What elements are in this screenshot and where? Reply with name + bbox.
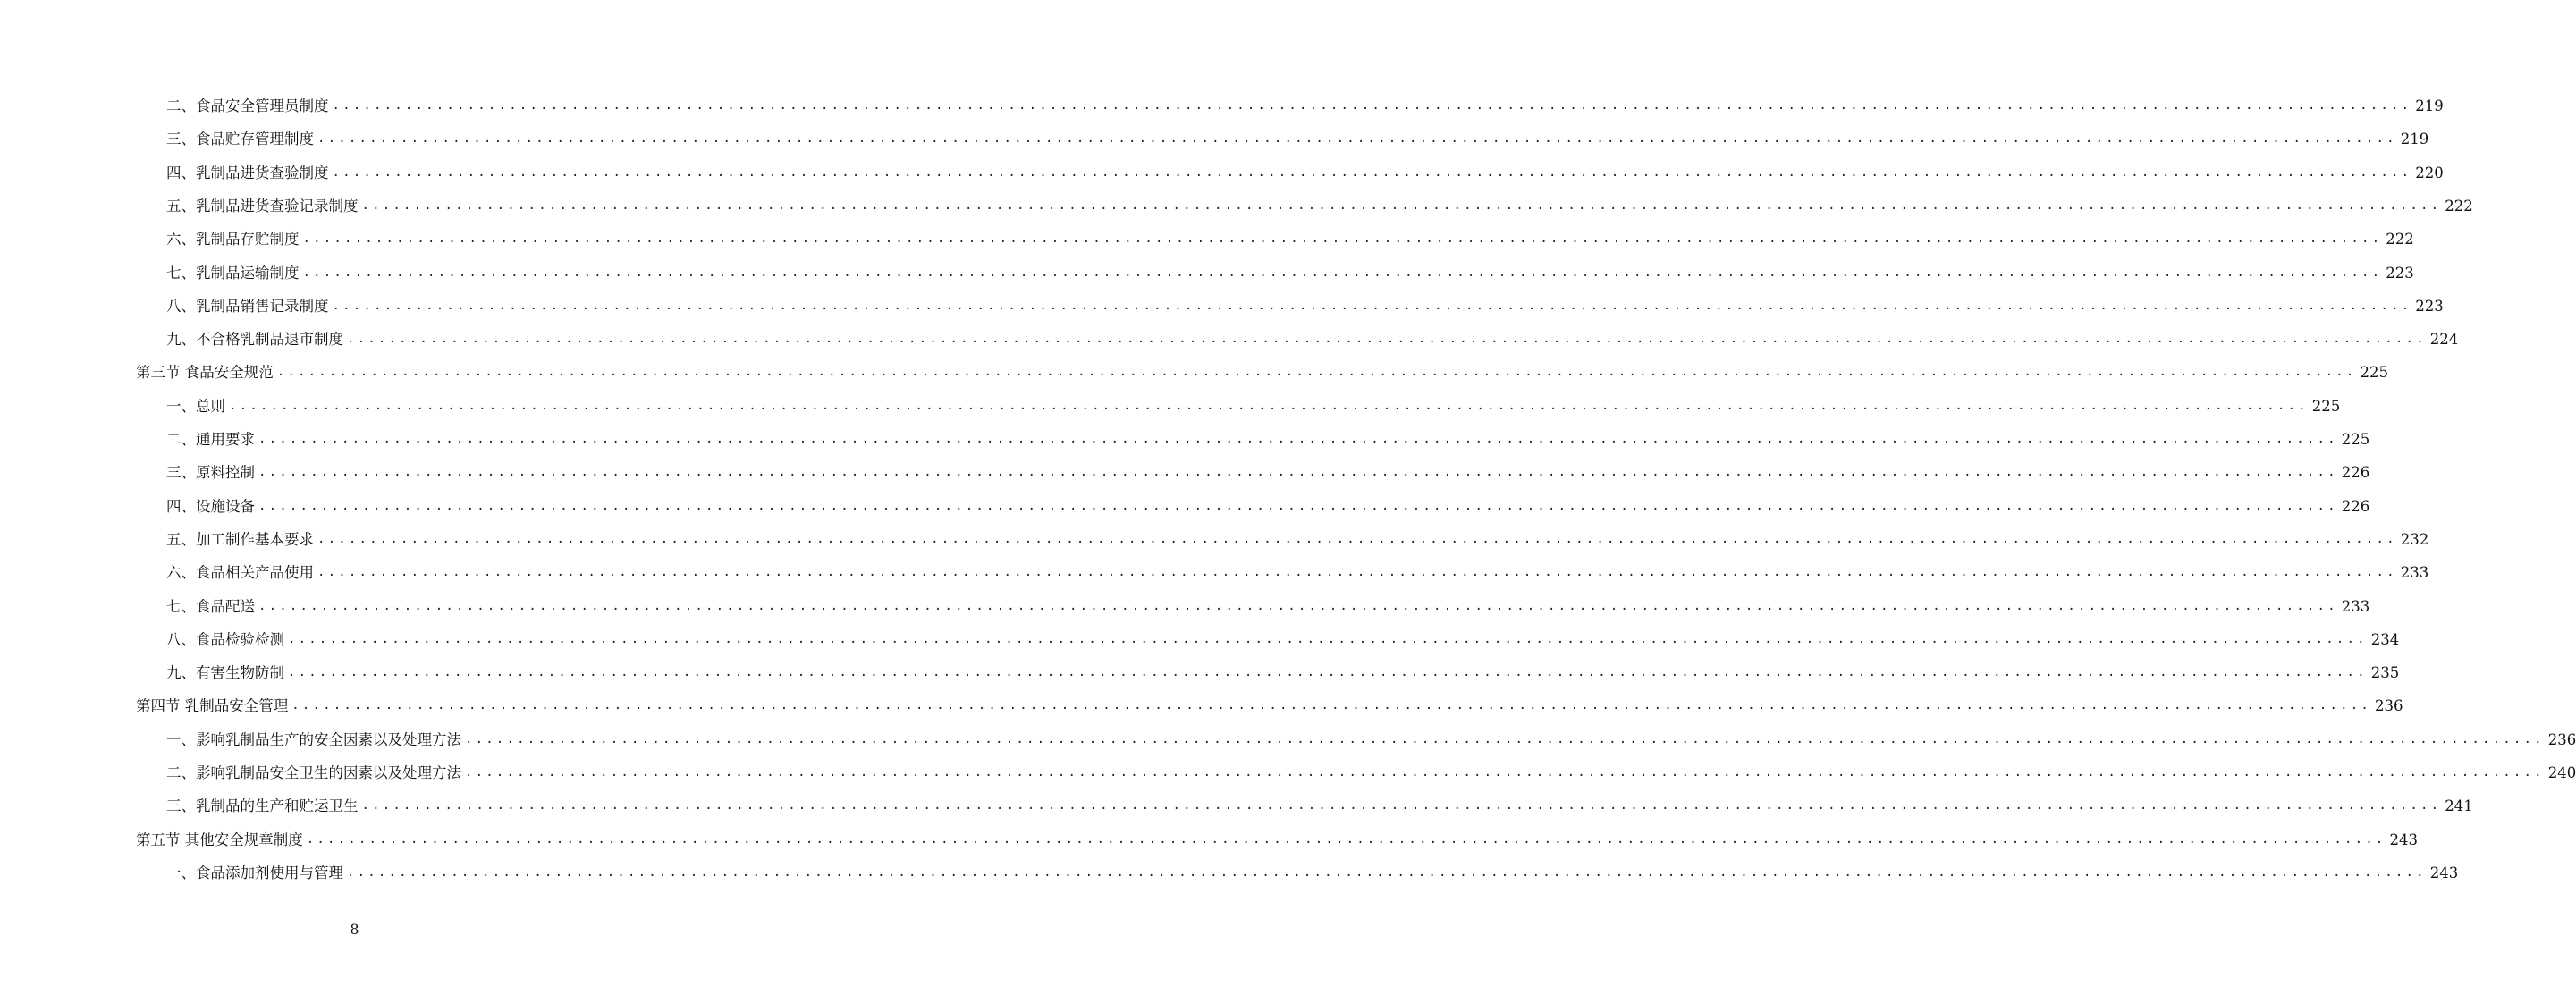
toc-leader-dots: ........................................................................................................................................................................................................ (288, 665, 2368, 680)
toc-leader-dots: ........................................................................................................................................................................................................ (465, 731, 2545, 746)
toc-section-entry[interactable] (136, 356, 2388, 389)
toc-leader-dots: ........................................................................................................................................................................................................ (258, 432, 2338, 446)
toc-entry-label: 七、食品配送 (166, 597, 255, 615)
toc-leader-dots: ........................................................................................................................................................................................................ (317, 565, 2397, 580)
toc-leader-dots: ........................................................................................................................................................................................................ (465, 765, 2545, 780)
toc-leader-dots: ........................................................................................................................................................................................................ (258, 498, 2338, 513)
toc-entry-page: 222 (2445, 197, 2473, 215)
toc-entry-label: 二、影响乳制品安全卫生的因素以及处理方法 (166, 764, 461, 781)
toc-entry-label: 第四节 乳制品安全管理 (136, 697, 289, 715)
toc-entry-label: 九、有害生物防制 (166, 664, 284, 682)
toc-entry-label: 六、食品相关产品使用 (166, 564, 314, 582)
toc-entry-page: 219 (2415, 97, 2444, 114)
toc-entry-page: 225 (2311, 397, 2341, 415)
toc-leader-dots: ........................................................................................................................................................................................................ (306, 831, 2386, 847)
toc-entry-page: 243 (2429, 864, 2459, 881)
toc-entry-page: 241 (2445, 797, 2473, 815)
toc-item-entry[interactable] (166, 122, 2429, 156)
toc-entry-label: 四、设施设备 (166, 497, 255, 515)
toc-item-entry[interactable] (166, 456, 2370, 489)
toc-entry-label: 一、食品添加剂使用与管理 (166, 864, 343, 881)
toc-leader-dots: ........................................................................................................................................................................................................ (302, 232, 2383, 247)
toc-entry-page: 222 (2386, 231, 2414, 249)
toc-entry-page: 219 (2400, 131, 2429, 148)
toc-leader-dots: ........................................................................................................................................................................................................ (347, 332, 2427, 347)
toc-entry-page: 224 (2429, 331, 2459, 349)
toc-section-entry[interactable] (136, 689, 2403, 722)
toc-entry-label: 一、总则 (166, 397, 225, 415)
toc-entry-label: 八、乳制品销售记录制度 (166, 297, 329, 315)
toc-entry-label: 一、影响乳制品生产的安全因素以及处理方法 (166, 730, 461, 748)
toc-entry-label: 三、原料控制 (166, 464, 255, 482)
toc-item-entry[interactable] (166, 423, 2370, 456)
toc-entry-label: 八、食品检验检测 (166, 630, 284, 648)
toc-leader-dots: ........................................................................................................................................................................................................ (276, 365, 2357, 380)
toc-leader-dots: ........................................................................................................................................................................................................ (361, 198, 2442, 213)
toc-item-entry[interactable] (166, 89, 2444, 122)
toc-entry-page: 235 (2370, 664, 2400, 682)
toc-entry-page: 236 (2375, 697, 2403, 715)
toc-item-entry[interactable] (166, 323, 2459, 356)
toc-item-entry[interactable] (166, 523, 2429, 556)
toc-leader-dots: ........................................................................................................................................................................................................ (229, 398, 2309, 413)
toc-entry-page: 223 (2415, 297, 2444, 315)
toc-item-entry[interactable] (166, 190, 2473, 223)
toc-item-entry[interactable] (166, 723, 2576, 756)
toc-item-entry[interactable] (166, 590, 2370, 623)
toc-leader-dots: ........................................................................................................................................................................................................ (317, 531, 2397, 546)
toc-leader-dots: ........................................................................................................................................................................................................ (288, 631, 2368, 646)
toc-entry-label: 第五节 其他安全规章制度 (136, 830, 303, 848)
toc-entry-label: 三、乳制品的生产和贮运卫生 (166, 797, 359, 815)
toc-entry-page: 234 (2370, 630, 2400, 648)
toc-item-entry[interactable] (166, 490, 2370, 523)
toc-item-entry[interactable] (166, 623, 2400, 656)
toc-item-entry[interactable] (166, 656, 2400, 689)
toc-entry-page: 233 (2341, 597, 2370, 615)
toc-entry-page: 225 (2360, 364, 2388, 382)
toc-item-entry[interactable] (166, 789, 2473, 822)
toc-leader-dots: ........................................................................................................................................................................................................ (258, 598, 2338, 613)
toc-entry-page: 226 (2341, 464, 2370, 482)
toc-leader-dots: ........................................................................................................................................................................................................ (258, 465, 2338, 480)
toc-item-entry[interactable] (166, 390, 2341, 423)
toc-item-entry[interactable] (166, 290, 2444, 323)
toc-item-entry[interactable] (166, 556, 2429, 589)
toc-entry-page: 220 (2415, 164, 2444, 181)
toc-entry-page: 233 (2400, 564, 2429, 582)
toc-item-entry[interactable] (166, 156, 2444, 190)
toc-entry-label: 七、乳制品运输制度 (166, 264, 300, 282)
toc-entry-page: 226 (2341, 497, 2370, 515)
toc-leader-dots: ........................................................................................................................................................................................................ (347, 864, 2427, 880)
toc-entry-label: 九、不合格乳制品退市制度 (166, 331, 343, 349)
toc-section-entry[interactable] (136, 823, 2418, 856)
toc-leader-dots: ........................................................................................................................................................................................................ (332, 298, 2412, 313)
toc-entry-label: 二、食品安全管理员制度 (166, 97, 329, 114)
toc-entry-page: 232 (2400, 530, 2429, 548)
toc-entry-page: 243 (2389, 830, 2418, 848)
toc-leader-dots: ........................................................................................................................................................................................................ (332, 164, 2412, 180)
toc-item-entry[interactable] (166, 856, 2459, 889)
page-number: 8 (350, 921, 359, 938)
toc-entry-page: 236 (2547, 730, 2576, 748)
toc-entry-label: 五、加工制作基本要求 (166, 530, 314, 548)
toc-entry-label: 五、乳制品进货查验记录制度 (166, 197, 359, 215)
toc-entry-label: 二、通用要求 (166, 431, 255, 448)
toc-entry-page: 225 (2341, 431, 2370, 448)
toc-entry-page: 223 (2386, 264, 2414, 282)
toc-item-entry[interactable] (166, 756, 2576, 789)
toc-entry-label: 六、乳制品存贮制度 (166, 231, 300, 249)
toc-item-entry[interactable] (166, 223, 2414, 256)
toc-leader-dots: ........................................................................................................................................................................................................ (317, 131, 2397, 147)
toc-entry-page: 240 (2547, 764, 2576, 781)
toc-leader-dots: ........................................................................................................................................................................................................ (291, 698, 2371, 713)
toc-entry-label: 四、乳制品进货查验制度 (166, 164, 329, 181)
toc-leader-dots: ........................................................................................................................................................................................................ (302, 265, 2383, 280)
toc-entry-label: 三、食品贮存管理制度 (166, 131, 314, 148)
toc-leader-dots: ........................................................................................................................................................................................................ (332, 98, 2412, 113)
toc-leader-dots: ........................................................................................................................................................................................................ (361, 798, 2442, 813)
toc-item-entry[interactable] (166, 257, 2414, 290)
toc-entry-label: 第三节 食品安全规范 (136, 364, 274, 382)
